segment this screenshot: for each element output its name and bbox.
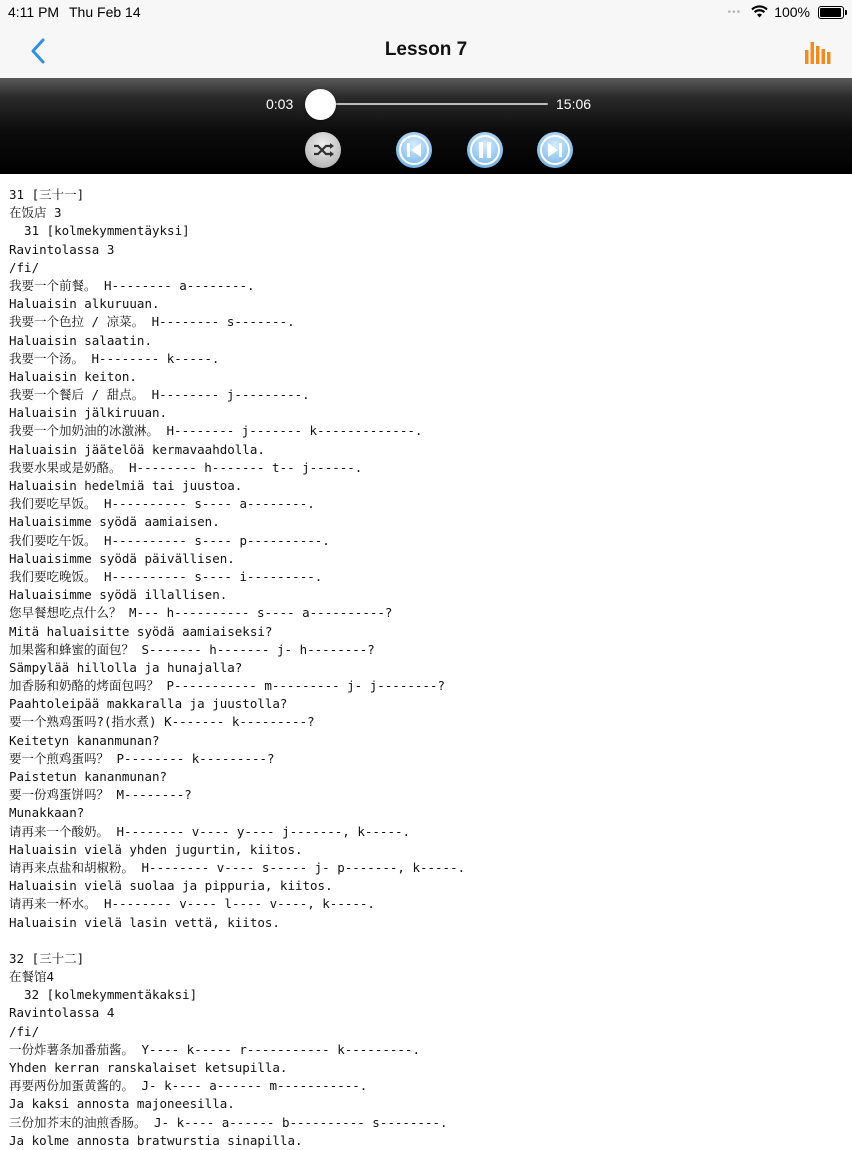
lesson-line: 一份炸薯条加番茄酱。 Y---- k----- r----------- k---------. (9, 1041, 420, 1057)
lesson-line: 请再来点盐和胡椒粉。 H-------- v---- s----- j- p-------, k-----. (9, 859, 466, 875)
lesson-line: 我要一个汤。 H-------- k-----. (9, 350, 220, 366)
lesson-line: Haluaisin alkuruuan. (9, 296, 160, 312)
lesson-line: 我要水果或是奶酪。 H-------- h------- t-- j------. (9, 459, 363, 475)
lesson-line: 再要两份加蛋黄酱的。 J- k---- a------ m-----------. (9, 1078, 368, 1094)
pause-icon (467, 132, 503, 168)
lesson-line: 加果酱和蜂蜜的面包？ S------- h------- j- h--------? (9, 641, 375, 657)
battery-percent: 100% (774, 4, 810, 20)
lesson-line: 我要一个前餐。 H-------- a--------. (9, 277, 255, 293)
lesson-line: Haluaisimme syödä aamiaisen. (9, 514, 220, 530)
lesson-line: Paistetun kananmunan? (9, 769, 168, 784)
lesson-lines (9, 186, 845, 1150)
lesson-line: 我要一个色拉 / 凉菜。 H-------- s-------. (9, 314, 295, 330)
lesson-line (9, 932, 845, 950)
current-time: 0:03 (266, 96, 294, 112)
lesson-line: 我要一个加奶油的冰激淋。 H-------- j------- k-------------. (9, 423, 423, 439)
lesson-line: Mitä haluaisitte syödä aamiaiseksi? (9, 623, 273, 639)
lesson-line: 要一个煎鸡蛋吗？ P-------- k---------? (9, 750, 275, 766)
battery-icon (818, 6, 844, 19)
lesson-line: Haluaisimme syödä päivällisen. (9, 550, 235, 566)
lesson-line: Paahtoleipää makkaralla ja juustolla? (9, 696, 288, 712)
skip-back-icon (396, 132, 432, 168)
lesson-line: 我们要吃早饭。 H---------- s---- a--------. (9, 496, 315, 512)
page-title: Lesson 7 (384, 39, 468, 60)
lesson-line: Haluaisin salaatin. (9, 332, 152, 348)
lesson-line: Haluaisin jäätelöä kermavaahdolla. (9, 441, 265, 457)
next-button[interactable] (537, 132, 573, 168)
wifi-icon (751, 6, 768, 18)
lesson-line: Haluaisin vielä suolaa ja pippuria, kiitos. (9, 878, 333, 894)
navigation-bar (0, 24, 852, 78)
lesson-line: Keitetyn kananmunan? (9, 732, 160, 748)
lesson-line: 我们要吃午饭。 H---------- s---- p----------. (9, 532, 330, 548)
shuffle-icon (305, 132, 341, 168)
lesson-line: Haluaisin vielä yhden jugurtin, kiitos. (9, 841, 303, 857)
lesson-line: Haluaisin hedelmiä tai juustoa. (9, 478, 243, 493)
lesson-line: 您早餐想吃点什么？ M--- h---------- s---- a----------? (9, 605, 393, 621)
lesson-line: /fi/ (9, 259, 40, 275)
bar-chart-icon[interactable] (804, 38, 832, 66)
lesson-line: Ja kaksi annosta majoneesilla. (9, 1096, 235, 1112)
lesson-line: Munakkaan? (9, 805, 85, 821)
progress-track[interactable] (322, 103, 548, 105)
lesson-line: 我们要吃晚饭。 H---------- s---- i---------. (9, 568, 323, 584)
lesson-line: 加香肠和奶酪的烤面包吗？ P----------- m--------- j- j--------? (9, 678, 445, 694)
lesson-line: 31 [kolmekymmentäyksi] (9, 223, 190, 239)
lesson-text[interactable] (9, 186, 845, 1148)
lesson-line: 在饭店 3 (9, 205, 62, 221)
lesson-line: 我要一个餐后 / 甜点。 H-------- j---------. (9, 387, 310, 403)
lesson-line: 32 [三十二] (9, 950, 85, 966)
skip-forward-icon (537, 132, 573, 168)
lesson-line: Haluaisin keiton. (9, 368, 137, 384)
lesson-line: 31 [三十一] (9, 187, 85, 202)
shuffle-button[interactable] (305, 132, 341, 168)
lesson-line: 要一份鸡蛋饼吗？ M--------? (9, 787, 192, 803)
status-time: 4:11 PM (8, 4, 60, 20)
lesson-line: Haluaisimme syödä illallisen. (9, 587, 228, 603)
lesson-line: Haluaisin jälkiruuan. (9, 405, 168, 421)
lesson-line: Ja kolme annosta bratwurstia sinapilla. (9, 1132, 303, 1148)
multitasking-dots-icon: ••• (727, 6, 742, 18)
lesson-line: 请再来一个酸奶。 H-------- v---- y---- j-------, k-----. (9, 823, 411, 839)
lesson-line: 要一个熟鸡蛋吗?(指水煮) K------- k---------? (9, 714, 315, 730)
lesson-line: 三份加芥末的油煎香肠。 J- k---- a------ b---------- s--------. (9, 1114, 448, 1130)
previous-button[interactable] (396, 132, 432, 168)
lesson-line: 在餐馆4 (9, 969, 55, 985)
audio-player (0, 78, 852, 174)
lesson-line: Ravintolassa 4 (9, 1005, 115, 1021)
lesson-line: 32 [kolmekymmentäkaksi] (9, 987, 198, 1003)
lesson-line: Sämpylää hillolla ja hunajalla? (9, 659, 243, 675)
status-bar (0, 0, 852, 24)
lesson-line: /fi/ (9, 1023, 40, 1039)
lesson-line: Yhden kerran ranskalaiset ketsupilla. (9, 1060, 288, 1075)
progress-thumb[interactable] (305, 89, 336, 120)
pause-button[interactable] (467, 132, 503, 168)
lesson-line: Ravintolassa 3 (9, 241, 115, 257)
status-date: Thu Feb 14 (69, 4, 141, 20)
duration: 15:06 (556, 96, 592, 112)
lesson-line: 请再来一杯水。 H-------- v---- l---- v----, k-----. (9, 896, 375, 912)
lesson-line: Haluaisin vielä lasin vettä, kiitos. (9, 914, 280, 930)
status-indicators (728, 4, 844, 20)
